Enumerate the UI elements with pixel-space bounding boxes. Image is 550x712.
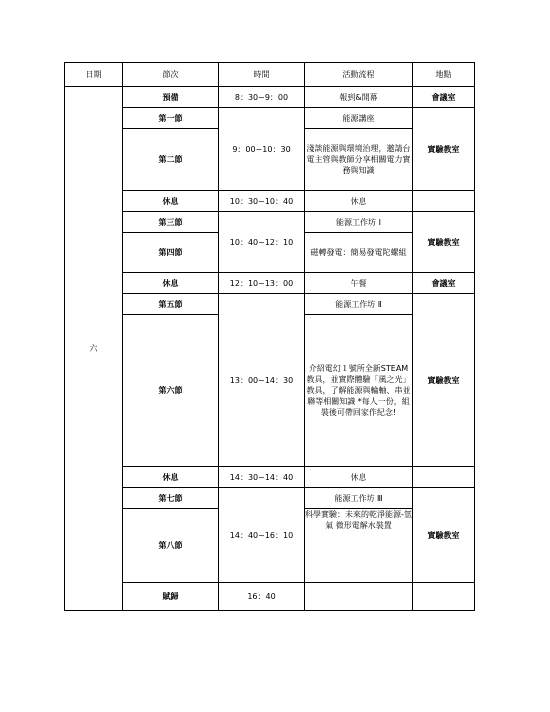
activity-title-cell: 能源講座 <box>305 108 413 129</box>
table-row <box>65 108 475 129</box>
activity-description-cell: 科學實驗：未來的乾淨能源-氫氣 微形電解水裝置 <box>305 509 413 583</box>
header-period: 節次 <box>123 63 219 87</box>
header-time: 時間 <box>219 63 305 87</box>
period-cell: 第三節 <box>123 212 219 233</box>
table-row <box>65 87 475 108</box>
location-cell: 會議室 <box>413 273 475 294</box>
period-cell: 第八節 <box>123 509 219 583</box>
period-cell: 預備 <box>123 87 219 108</box>
table-row <box>65 273 475 294</box>
time-cell: 16：40 <box>219 583 305 611</box>
header-location: 地點 <box>413 63 475 87</box>
table-row <box>65 212 475 233</box>
period-cell: 第四節 <box>123 233 219 273</box>
period-cell: 休息 <box>123 191 219 212</box>
time-cell: 12：10~13：00 <box>219 273 305 294</box>
period-cell: 休息 <box>123 273 219 294</box>
activity-description-cell: 介紹電幻１號所全新STEAM教具，並實際體驗「風之光」教具，了解能源與輪軸、串並聯等相關知識 *每人一份，組裝後可帶回家作紀念! <box>305 315 413 467</box>
time-cell: 10：40~12：10 <box>219 212 305 273</box>
location-cell: 實驗教室 <box>413 488 475 583</box>
period-cell: 第七節 <box>123 488 219 509</box>
period-cell: 第五節 <box>123 294 219 315</box>
activity-cell: 報到&開幕 <box>305 87 413 108</box>
location-cell <box>413 467 475 488</box>
location-cell <box>413 191 475 212</box>
time-cell: 9：00~10：30 <box>219 108 305 191</box>
time-cell: 14：30~14：40 <box>219 467 305 488</box>
table-row <box>65 294 475 315</box>
location-cell: 實驗教室 <box>413 294 475 467</box>
location-cell <box>413 583 475 611</box>
period-cell: 賦歸 <box>123 583 219 611</box>
time-cell: 14：40~16：10 <box>219 488 305 583</box>
time-cell: 10：30~10：40 <box>219 191 305 212</box>
header-date: 日期 <box>65 63 123 87</box>
header-activity: 活動流程 <box>305 63 413 87</box>
time-cell: 8：30~9：00 <box>219 87 305 108</box>
table-row <box>65 583 475 611</box>
table-row <box>65 467 475 488</box>
table-header-row <box>65 63 475 87</box>
period-cell: 第六節 <box>123 315 219 467</box>
location-cell: 會議室 <box>413 87 475 108</box>
location-cell: 實驗教室 <box>413 212 475 273</box>
activity-cell: 休息 <box>305 191 413 212</box>
activity-title-cell: 能源工作坊 Ⅱ <box>305 294 413 315</box>
table-row <box>65 191 475 212</box>
schedule-table <box>64 62 475 611</box>
activity-description-cell: 磁轉發電：簡易發電陀螺組 <box>305 233 413 273</box>
activity-title-cell: 能源工作坊 Ⅰ <box>305 212 413 233</box>
activity-cell: 午餐 <box>305 273 413 294</box>
location-cell: 實驗教室 <box>413 108 475 191</box>
activity-description-cell: 淺談能源與環境治理，邀請台電主管與教師分享相關電力實務與知識 <box>305 129 413 191</box>
period-cell: 第一節 <box>123 108 219 129</box>
activity-title-cell: 能源工作坊 Ⅲ <box>305 488 413 509</box>
table-row <box>65 488 475 509</box>
period-cell: 第二節 <box>123 129 219 191</box>
time-cell: 13：00~14：30 <box>219 294 305 467</box>
period-cell: 休息 <box>123 467 219 488</box>
activity-cell <box>305 583 413 611</box>
activity-cell: 休息 <box>305 467 413 488</box>
day-cell: 六 <box>65 87 123 611</box>
